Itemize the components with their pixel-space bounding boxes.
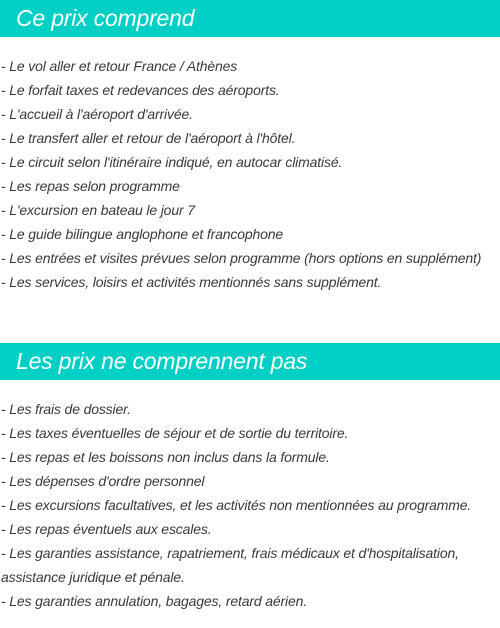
- list-item: - L'excursion en bateau le jour 7: [1, 202, 195, 218]
- included-section-header: [0, 0, 500, 37]
- list-item: - Les garanties assistance, rapatriement, frais médicaux et d'hospitalisation, assistance juridique et pénale.: [1, 545, 459, 585]
- list-item: - Les frais de dossier.: [1, 401, 131, 417]
- list-item: - Les entrées et visites prévues selon programme (hors options en supplément): [1, 250, 482, 266]
- list-item: - Les services, loisirs et activités mentionnés sans supplément.: [1, 274, 382, 290]
- list-item: - Le transfert aller et retour de l'aéroport à l'hôtel.: [1, 130, 296, 146]
- excluded-list: [0, 397, 500, 613]
- list-item: - Les garanties annulation, bagages, retard aérien.: [1, 593, 308, 609]
- excluded-section-title: Les prix ne comprennent pas: [16, 348, 308, 374]
- excluded-section-header: [0, 343, 500, 380]
- list-item: - Les taxes éventuelles de séjour et de sortie du territoire.: [1, 425, 349, 441]
- list-item: - Les repas selon programme: [1, 178, 180, 194]
- list-item: - Les repas éventuels aux escales.: [1, 521, 212, 537]
- included-list: [0, 54, 500, 294]
- list-item: - Le forfait taxes et redevances des aéroports.: [1, 82, 280, 98]
- list-item: - Les excursions facultatives, et les activités non mentionnées au programme.: [1, 497, 472, 513]
- list-item: - Le vol aller et retour France / Athènes: [1, 58, 238, 74]
- list-item: - Le guide bilingue anglophone et francophone: [1, 226, 284, 242]
- list-item: - Les repas et les boissons non inclus dans la formule.: [1, 449, 330, 465]
- list-item: - Le circuit selon l'itinéraire indiqué, en autocar climatisé.: [1, 154, 343, 170]
- included-section-title: Ce prix comprend: [16, 5, 195, 31]
- list-item: - L'accueil à l'aéroport d'arrivée.: [1, 106, 193, 122]
- list-item: - Les dépenses d'ordre personnel: [1, 473, 205, 489]
